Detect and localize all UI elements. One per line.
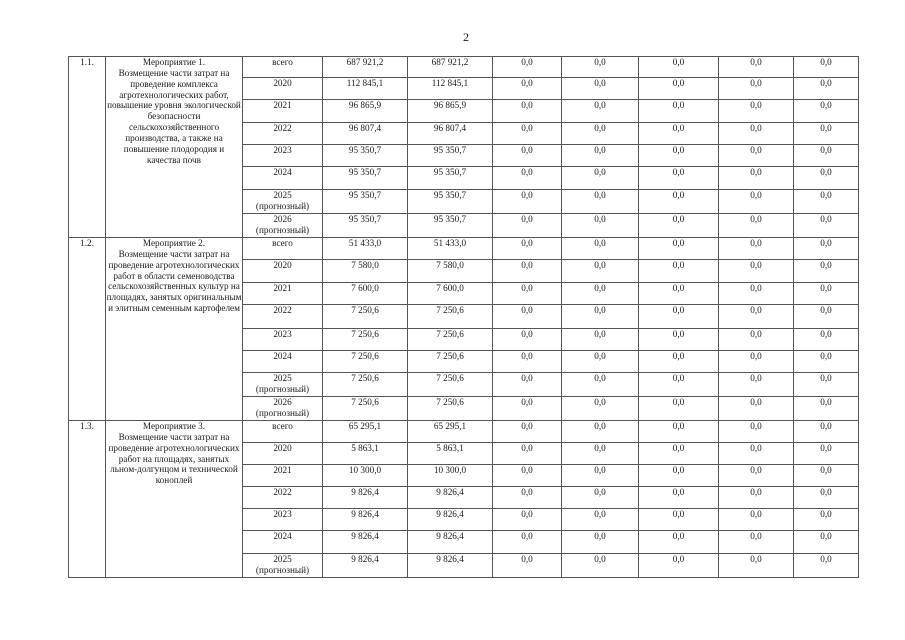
value-cell: 0,0 <box>794 214 859 238</box>
year-note: (прогнозный) <box>255 564 310 575</box>
value-cell: 0,0 <box>794 260 859 283</box>
value-cell: 9 826,4 <box>408 531 493 554</box>
value-cell: 0,0 <box>493 100 562 123</box>
value-cell: 0,0 <box>639 283 719 305</box>
value-cell: 95 350,7 <box>408 214 493 238</box>
year-note: (прогнозный) <box>255 224 310 235</box>
value-cell: 0,0 <box>719 443 794 465</box>
value-cell: 0,0 <box>719 100 794 123</box>
year-cell <box>243 78 323 100</box>
year-cell <box>243 167 323 190</box>
year-label: 2025 <box>273 554 292 564</box>
value-cell: 0,0 <box>794 57 859 78</box>
value-cell: 7 250,6 <box>408 397 493 421</box>
value-cell: 0,0 <box>719 145 794 167</box>
value-cell: 0,0 <box>562 260 639 283</box>
year-cell <box>243 487 323 509</box>
value-cell: 0,0 <box>719 167 794 190</box>
value-cell: 0,0 <box>719 373 794 397</box>
year-note: (прогнозный) <box>255 200 310 211</box>
value-cell: 96 807,4 <box>323 123 408 145</box>
value-cell: 0,0 <box>719 329 794 351</box>
year-label: 2022 <box>273 123 292 133</box>
year-cell <box>243 283 323 305</box>
value-cell: 0,0 <box>493 238 562 260</box>
value-cell: 0,0 <box>719 509 794 531</box>
value-cell: 0,0 <box>562 554 639 578</box>
value-cell: 9 826,4 <box>408 509 493 531</box>
value-cell: 0,0 <box>562 78 639 100</box>
value-cell: 0,0 <box>719 554 794 578</box>
value-cell: 0,0 <box>493 351 562 373</box>
value-cell: 7 250,6 <box>408 305 493 329</box>
value-cell: 0,0 <box>562 487 639 509</box>
value-cell: 0,0 <box>794 421 859 443</box>
year-label: 2020 <box>273 78 292 88</box>
year-cell <box>243 397 323 421</box>
value-cell: 0,0 <box>562 123 639 145</box>
value-cell: 0,0 <box>719 531 794 554</box>
value-cell: 0,0 <box>493 554 562 578</box>
value-cell: 0,0 <box>719 214 794 238</box>
value-cell: 0,0 <box>639 487 719 509</box>
value-cell: 0,0 <box>493 305 562 329</box>
value-cell: 7 250,6 <box>323 351 408 373</box>
measure-number: 1.2. <box>69 238 106 421</box>
value-cell: 0,0 <box>719 421 794 443</box>
value-cell: 0,0 <box>719 351 794 373</box>
value-cell: 0,0 <box>719 283 794 305</box>
value-cell: 95 350,7 <box>408 167 493 190</box>
value-cell: 7 600,0 <box>408 283 493 305</box>
year-note: (прогнозный) <box>255 407 310 418</box>
value-cell: 7 250,6 <box>323 305 408 329</box>
value-cell: 0,0 <box>639 57 719 78</box>
value-cell: 0,0 <box>794 554 859 578</box>
value-cell: 0,0 <box>639 305 719 329</box>
value-cell: 0,0 <box>493 531 562 554</box>
year-label: 2022 <box>273 305 292 315</box>
value-cell: 5 863,1 <box>408 443 493 465</box>
value-cell: 0,0 <box>493 78 562 100</box>
value-cell: 9 826,4 <box>323 531 408 554</box>
value-cell: 0,0 <box>794 465 859 487</box>
value-cell: 0,0 <box>562 283 639 305</box>
year-cell <box>243 100 323 123</box>
value-cell: 0,0 <box>794 487 859 509</box>
year-cell <box>243 123 323 145</box>
value-cell: 95 350,7 <box>408 190 493 214</box>
value-cell: 7 580,0 <box>323 260 408 283</box>
value-cell: 0,0 <box>562 397 639 421</box>
value-cell: 0,0 <box>562 57 639 78</box>
value-cell: 65 295,1 <box>408 421 493 443</box>
year-label: всего <box>272 238 293 248</box>
value-cell: 7 250,6 <box>323 397 408 421</box>
value-cell: 0,0 <box>794 167 859 190</box>
value-cell: 0,0 <box>562 100 639 123</box>
value-cell: 0,0 <box>639 167 719 190</box>
value-cell: 0,0 <box>719 190 794 214</box>
year-label: 2023 <box>273 329 292 339</box>
value-cell: 9 826,4 <box>323 487 408 509</box>
measure-number: 1.3. <box>69 421 106 578</box>
value-cell: 0,0 <box>794 509 859 531</box>
value-cell: 687 921,2 <box>323 57 408 78</box>
value-cell: 0,0 <box>719 78 794 100</box>
value-cell: 0,0 <box>639 531 719 554</box>
year-cell <box>243 260 323 283</box>
value-cell: 0,0 <box>794 305 859 329</box>
value-cell: 10 300,0 <box>408 465 493 487</box>
measure-number: 1.1. <box>69 57 106 238</box>
value-cell: 7 250,6 <box>323 373 408 397</box>
year-cell <box>243 554 323 578</box>
year-label: 2024 <box>273 167 292 177</box>
value-cell: 7 250,6 <box>408 351 493 373</box>
value-cell: 0,0 <box>562 214 639 238</box>
year-cell <box>243 373 323 397</box>
value-cell: 0,0 <box>639 329 719 351</box>
year-label: всего <box>272 57 293 67</box>
value-cell: 0,0 <box>639 100 719 123</box>
value-cell: 687 921,2 <box>408 57 493 78</box>
value-cell: 0,0 <box>493 397 562 421</box>
year-cell <box>243 214 323 238</box>
measure-description: Мероприятие 2. Возмещение части затрат на проведение агротехнологических работ в области семеноводства сельскохозяйственных культур на площадях, занятых оригинальным и элитным семенным картофелем <box>106 238 243 421</box>
year-cell <box>243 145 323 167</box>
page-number: 2 <box>463 30 469 44</box>
value-cell: 7 250,6 <box>323 329 408 351</box>
value-cell: 0,0 <box>639 397 719 421</box>
year-label: 2023 <box>273 145 292 155</box>
year-cell <box>243 238 323 260</box>
year-cell <box>243 351 323 373</box>
value-cell: 0,0 <box>493 190 562 214</box>
year-label: 2026 <box>273 397 292 407</box>
value-cell: 0,0 <box>719 487 794 509</box>
value-cell: 0,0 <box>794 190 859 214</box>
value-cell: 9 826,4 <box>323 554 408 578</box>
value-cell: 0,0 <box>562 531 639 554</box>
value-cell: 0,0 <box>493 329 562 351</box>
value-cell: 0,0 <box>562 351 639 373</box>
value-cell: 0,0 <box>639 465 719 487</box>
value-cell: 0,0 <box>719 397 794 421</box>
value-cell: 0,0 <box>562 421 639 443</box>
year-label: 2024 <box>273 351 292 361</box>
value-cell: 0,0 <box>493 57 562 78</box>
value-cell: 0,0 <box>794 145 859 167</box>
year-label: 2020 <box>273 443 292 453</box>
value-cell: 95 350,7 <box>323 145 408 167</box>
value-cell: 0,0 <box>794 531 859 554</box>
value-cell: 0,0 <box>562 465 639 487</box>
value-cell: 0,0 <box>493 421 562 443</box>
year-label: 2021 <box>273 283 292 293</box>
value-cell: 7 580,0 <box>408 260 493 283</box>
value-cell: 7 250,6 <box>408 329 493 351</box>
value-cell: 0,0 <box>719 57 794 78</box>
value-cell: 0,0 <box>719 305 794 329</box>
value-cell: 0,0 <box>794 100 859 123</box>
value-cell: 95 350,7 <box>323 214 408 238</box>
value-cell: 0,0 <box>639 373 719 397</box>
value-cell: 9 826,4 <box>408 487 493 509</box>
table-row <box>69 57 859 78</box>
year-label: 2021 <box>273 465 292 475</box>
value-cell: 0,0 <box>719 123 794 145</box>
year-cell <box>243 531 323 554</box>
value-cell: 0,0 <box>493 509 562 531</box>
value-cell: 0,0 <box>562 443 639 465</box>
value-cell: 0,0 <box>493 465 562 487</box>
value-cell: 0,0 <box>639 238 719 260</box>
value-cell: 0,0 <box>639 123 719 145</box>
year-note: (прогнозный) <box>255 383 310 394</box>
value-cell: 0,0 <box>493 443 562 465</box>
value-cell: 96 865,9 <box>323 100 408 123</box>
value-cell: 9 826,4 <box>323 509 408 531</box>
value-cell: 0,0 <box>639 214 719 238</box>
value-cell: 51 433,0 <box>323 238 408 260</box>
value-cell: 0,0 <box>794 443 859 465</box>
year-cell <box>243 329 323 351</box>
value-cell: 96 807,4 <box>408 123 493 145</box>
value-cell: 0,0 <box>794 397 859 421</box>
year-label: всего <box>272 421 293 431</box>
value-cell: 0,0 <box>493 123 562 145</box>
year-label: 2024 <box>273 531 292 541</box>
value-cell: 0,0 <box>493 283 562 305</box>
value-cell: 0,0 <box>639 443 719 465</box>
value-cell: 0,0 <box>794 283 859 305</box>
value-cell: 0,0 <box>639 509 719 531</box>
value-cell: 0,0 <box>794 123 859 145</box>
value-cell: 95 350,7 <box>323 190 408 214</box>
value-cell: 0,0 <box>562 329 639 351</box>
value-cell: 0,0 <box>719 465 794 487</box>
value-cell: 0,0 <box>493 373 562 397</box>
value-cell: 0,0 <box>794 78 859 100</box>
year-label: 2020 <box>273 260 292 270</box>
value-cell: 0,0 <box>639 145 719 167</box>
value-cell: 0,0 <box>493 167 562 190</box>
value-cell: 0,0 <box>794 373 859 397</box>
value-cell: 0,0 <box>639 260 719 283</box>
value-cell: 112 845,1 <box>323 78 408 100</box>
value-cell: 95 350,7 <box>323 167 408 190</box>
value-cell: 0,0 <box>639 351 719 373</box>
value-cell: 0,0 <box>639 421 719 443</box>
value-cell: 0,0 <box>562 238 639 260</box>
year-label: 2023 <box>273 509 292 519</box>
value-cell: 0,0 <box>562 190 639 214</box>
value-cell: 0,0 <box>562 509 639 531</box>
value-cell: 0,0 <box>562 145 639 167</box>
value-cell: 0,0 <box>719 238 794 260</box>
value-cell: 0,0 <box>639 554 719 578</box>
year-label: 2022 <box>273 487 292 497</box>
value-cell: 7 250,6 <box>408 373 493 397</box>
value-cell: 0,0 <box>639 78 719 100</box>
table-row <box>69 421 859 443</box>
value-cell: 0,0 <box>562 373 639 397</box>
value-cell: 0,0 <box>562 305 639 329</box>
value-cell: 0,0 <box>794 329 859 351</box>
year-cell <box>243 305 323 329</box>
value-cell: 9 826,4 <box>408 554 493 578</box>
year-cell <box>243 443 323 465</box>
table-row <box>69 238 859 260</box>
value-cell: 5 863,1 <box>323 443 408 465</box>
value-cell: 96 865,9 <box>408 100 493 123</box>
value-cell: 0,0 <box>794 351 859 373</box>
value-cell: 112 845,1 <box>408 78 493 100</box>
value-cell: 0,0 <box>493 214 562 238</box>
year-cell <box>243 509 323 531</box>
year-label: 2025 <box>273 190 292 200</box>
year-label: 2021 <box>273 100 292 110</box>
value-cell: 0,0 <box>562 167 639 190</box>
year-cell <box>243 190 323 214</box>
value-cell: 7 600,0 <box>323 283 408 305</box>
budget-table-body <box>69 57 859 578</box>
value-cell: 10 300,0 <box>323 465 408 487</box>
budget-table <box>68 56 859 578</box>
value-cell: 0,0 <box>493 260 562 283</box>
year-cell <box>243 465 323 487</box>
value-cell: 0,0 <box>493 145 562 167</box>
value-cell: 65 295,1 <box>323 421 408 443</box>
year-label: 2025 <box>273 373 292 383</box>
measure-description: Мероприятие 3. Возмещение части затрат на проведение агротехнологических работ на площадях, занятых льном-долгунцом и технической коноплей <box>106 421 243 578</box>
value-cell: 0,0 <box>639 190 719 214</box>
value-cell: 0,0 <box>719 260 794 283</box>
year-cell <box>243 421 323 443</box>
value-cell: 51 433,0 <box>408 238 493 260</box>
measure-description: Мероприятие 1. Возмещение части затрат на проведение комплекса агротехнологических работ, повышение уровня экологической безопасности сельскохозяйственного производства, а также на повышение плодородия и качества почв <box>106 57 243 238</box>
year-label: 2026 <box>273 214 292 224</box>
year-cell <box>243 57 323 78</box>
value-cell: 0,0 <box>493 487 562 509</box>
value-cell: 0,0 <box>794 238 859 260</box>
value-cell: 95 350,7 <box>408 145 493 167</box>
